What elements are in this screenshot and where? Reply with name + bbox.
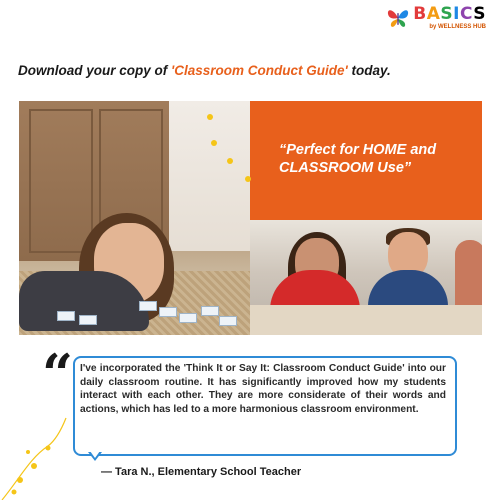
download-headline — [18, 63, 391, 78]
promo-panel — [250, 101, 482, 220]
classroom-kids-photo — [250, 220, 482, 335]
quote-icon: “ — [42, 342, 74, 406]
testimonial-text: I've incorporated the 'Think It or Say It: Classroom Conduct Guide' into our daily classroom routine. It has significantly improved how my students interact with each other. They are more considerate of their words and actions, which has led to a more harmonious classroom environment. — [80, 363, 446, 415]
headline-prefix: Download your copy of — [18, 63, 172, 78]
butterfly-icon — [386, 7, 410, 29]
brand-wordmark: BASICS — [413, 4, 486, 24]
testimonial-attribution: — Tara N., Elementary School Teacher — [101, 466, 302, 478]
headline-suffix: today. — [347, 63, 391, 78]
decorative-dots — [205, 100, 255, 200]
brand-tagline: by WELLNESS HUB — [429, 24, 486, 30]
brand-logo — [386, 6, 486, 30]
decorative-branch-icon — [0, 408, 70, 500]
headline-guide-title: 'Classroom Conduct Guide' — [171, 63, 348, 78]
promo-quote: “Perfect for HOME and CLASSROOM Use” — [279, 142, 437, 176]
